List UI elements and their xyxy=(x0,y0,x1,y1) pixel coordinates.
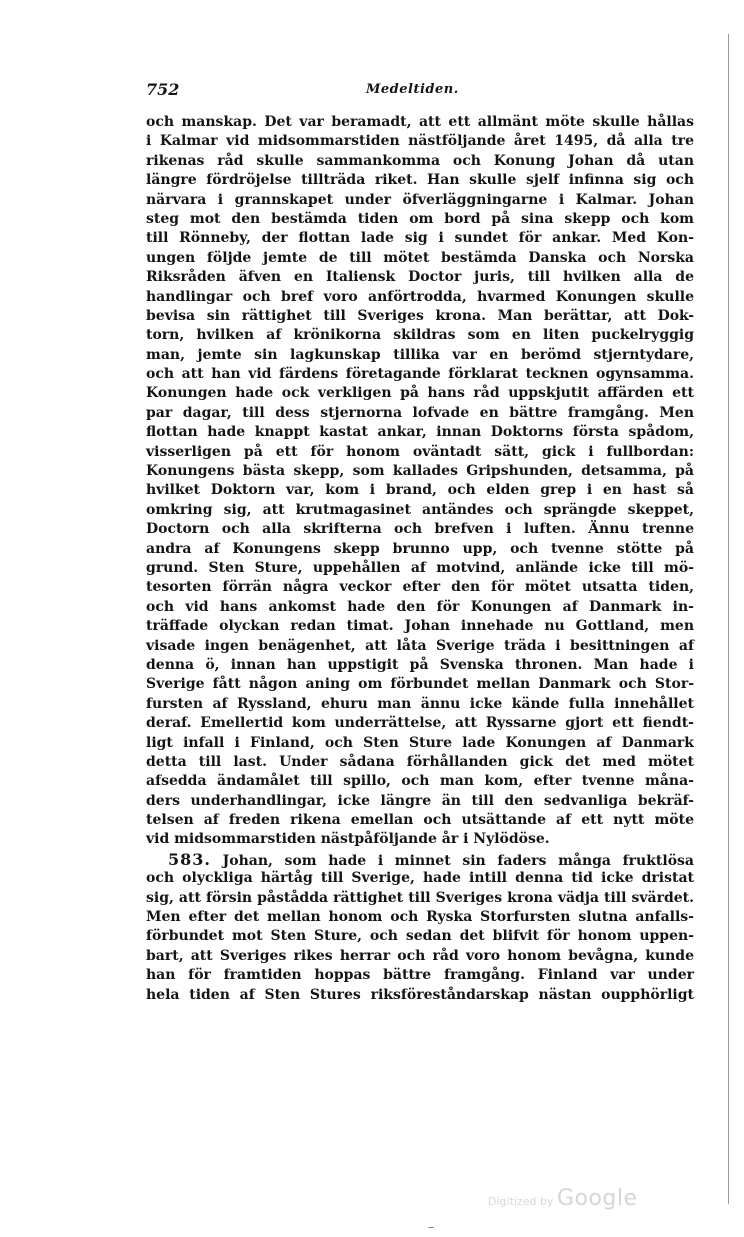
text-line: ders underhandlingar, icke längre än till den sedvanliga bekräf- xyxy=(146,792,694,809)
text-line: sig, att försin påstådda rättighet till Sveriges krona vädja till svärdet. xyxy=(146,889,694,906)
body-text xyxy=(146,113,694,1005)
text-line: telsen af freden rikena emellan och utsättande af ett nytt möte xyxy=(146,812,694,829)
text-line: vid midsommarstiden nästpåföljande år i Nylödöse. xyxy=(146,831,550,848)
text-line: torn, hvilken af krönikorna skildras som en liten puckelryggig xyxy=(146,327,694,344)
text-line: till Rönneby, der flottan lade sig i sundet för ankar. Med Kon- xyxy=(146,230,694,247)
text-line: bart, att Sveriges rikes herrar och råd voro honom bevågna, kunde xyxy=(146,947,694,964)
watermark-prefix: Digitized by xyxy=(488,1195,554,1208)
text-line: tesorten förrän några veckor efter den för mötet utsatta tiden, xyxy=(146,579,694,596)
text-line: visade ingen benägenhet, att låta Sverige träda i besittningen af xyxy=(146,637,694,654)
footer-mark: – xyxy=(428,1220,434,1234)
text-line: deraf. Emellertid kom underrättelse, att Ryssarne gjort ett fiendt- xyxy=(146,715,694,732)
text-line: denna ö, innan han uppstigit på Svenska thronen. Man hade i xyxy=(146,656,694,673)
text-line: Johan, som hade i minnet sin faders många fruktlösa xyxy=(222,852,694,869)
text-line: Konungen hade ock verkligen på hans råd uppskjutit affärden ett xyxy=(146,385,694,402)
text-line: hvilket Doktorn var, kom i brand, och elden grep i en hast så xyxy=(146,482,694,499)
text-line: fursten af Ryssland, ehuru man ännu icke kände fulla innehållet xyxy=(146,695,694,712)
google-logo: Google xyxy=(556,1186,638,1211)
text-line: hela tiden af Sten Stures riksföreståndarskap nästan oupphörligt xyxy=(146,986,694,1003)
text-line: steg mot den bestämda tiden om bord på sina skepp och kom xyxy=(146,210,694,227)
text-line: Riksråden äfven en Italiensk Doctor juris, till hvilken alla de xyxy=(146,269,694,286)
text-line: Men efter det mellan honom och Ryska Storfursten slutna anfalls- xyxy=(146,909,694,926)
paragraph-1 xyxy=(146,113,694,850)
text-line: afsedda ändamålet till spillo, och man kom, efter tvenne måna- xyxy=(146,773,694,790)
running-title: Medeltiden. xyxy=(366,82,459,97)
text-line: och vid hans ankomst hade den för Konungen af Danmark in- xyxy=(146,598,694,615)
text-line: Doctorn och alla skrifterna och brefven i luften. Ännu trenne xyxy=(146,521,694,538)
text-line: Sverige fått någon aning om förbundet mellan Danmark och Stor- xyxy=(146,676,694,693)
text-line: flottan hade knappt kastat ankar, innan Doktorns första spådom, xyxy=(146,424,694,441)
text-line: man, jemte sin lagkunskap tillika var en berömd stjerntydare, xyxy=(146,346,694,363)
text-line: omkring sig, att krutmagasinet antändes och sprängde skeppet, xyxy=(146,501,694,518)
text-line: ungen följde jemte de till mötet bestämda Danska och Norska xyxy=(146,249,694,266)
text-line: grund. Sten Sture, uppehållen af motvind, anlände icke till mö- xyxy=(146,559,694,576)
text-line: Konungens bästa skepp, som kallades Gripshunden, detsamma, på xyxy=(146,463,694,480)
text-line: visserligen på ett för honom oväntadt sätt, gick i fullbordan: xyxy=(146,443,694,460)
paragraph-583 xyxy=(146,850,694,1005)
text-line: träffade olyckan redan timat. Johan innehade nu Gottland, men xyxy=(146,618,694,635)
text-line: bevisa sin rättighet till Sveriges krona. Man berättar, att Dok- xyxy=(146,307,694,324)
paragraph-number: 583. xyxy=(168,849,211,869)
text-line: detta till last. Under sådana förhållanden gick det med mötet xyxy=(146,753,694,770)
text-line: och att han vid färdens företagande förklarat tecknen ogynsamma. xyxy=(146,366,694,383)
text-line: handlingar och bref voro anförtrodda, hvarmed Konungen skulle xyxy=(146,288,694,305)
page-edge-line xyxy=(728,34,729,1204)
text-line: i Kalmar vid midsommarstiden nästföljande året 1495, då alla tre xyxy=(146,133,694,150)
paragraph-first-line xyxy=(146,850,694,869)
text-line: rikenas råd skulle sammankomma och Konung Johan då utan xyxy=(146,152,694,169)
text-line: andra af Konungens skepp brunno upp, och tvenne stötte på xyxy=(146,540,694,557)
page-number: 752 xyxy=(146,80,180,99)
text-line: närvara i grannskapet under öfverläggningarne i Kalmar. Johan xyxy=(146,191,694,208)
page-header xyxy=(146,80,694,102)
text-line: längre fördröjelse tillträda riket. Han skulle sjelf infinna sig och xyxy=(146,172,694,189)
text-line: förbundet mot Sten Sture, och sedan det blifvit för honom uppen- xyxy=(146,928,694,945)
text-line: ligt infall i Finland, och Sten Sture lade Konungen af Danmark xyxy=(146,734,694,751)
digitized-watermark xyxy=(488,1186,638,1211)
text-line: och manskap. Det var beramadt, att ett allmänt möte skulle hållas xyxy=(146,114,694,130)
text-line: och olyckliga härtåg till Sverige, hade intill denna tid icke dristat xyxy=(146,870,694,887)
text-line: han för framtiden hoppas bättre framgång. Finland var under xyxy=(146,967,694,984)
text-line: par dagar, till dess stjernorna lofvade en bättre framgång. Men xyxy=(146,404,694,421)
